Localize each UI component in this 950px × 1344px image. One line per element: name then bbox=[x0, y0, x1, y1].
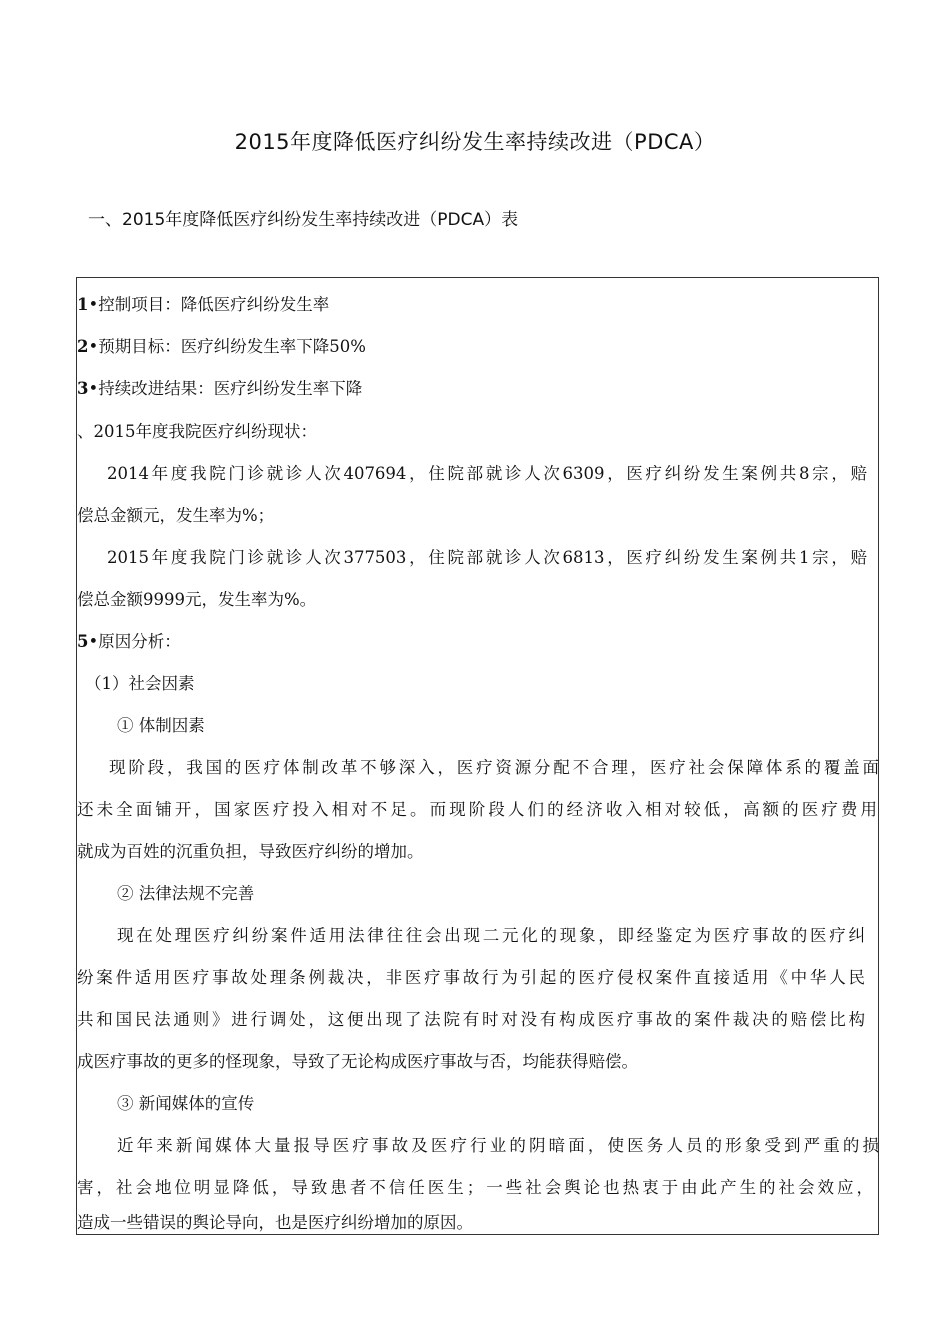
pdca-table bbox=[76, 277, 879, 1235]
media-factors-line2: 害，社会地位明显降低，导致患者不信任医生；一些社会舆论也热衷于由此产生的社会效应， bbox=[77, 1178, 873, 1197]
legal-factors-line4: 成医疗事故的更多的怪现象，导致了无论构成医疗事故与否，均能获得赔偿。 bbox=[77, 1052, 638, 1071]
bullet: • bbox=[88, 632, 99, 651]
media-factors-line3: 造成一些错误的舆论导向，也是医疗纠纷增加的原因。 bbox=[77, 1213, 473, 1232]
system-factors-line3: 就成为百姓的沉重负担，导致医疗纠纷的增加。 bbox=[77, 842, 424, 861]
item-number: 5 bbox=[77, 632, 89, 651]
status-heading: 、2015年度我院医疗纠纷现状： bbox=[77, 422, 317, 441]
item-control-project bbox=[77, 293, 329, 317]
media-factors-heading: ③ 新闻媒体的宣传 bbox=[117, 1094, 255, 1113]
legal-factors-heading: ② 法律法规不完善 bbox=[117, 884, 255, 903]
item-improvement-result bbox=[77, 377, 362, 401]
system-factors-line1: 现阶段，我国的医疗体制改革不够深入，医疗资源分配不合理，医疗社会保障体系的覆盖面 bbox=[109, 758, 879, 777]
status-2014-line2: 偿总金额元，发生率为%； bbox=[77, 506, 275, 525]
item-text: 预期目标：医疗纠纷发生率下降50% bbox=[98, 337, 366, 356]
cause-analysis-heading bbox=[77, 630, 181, 654]
bullet: • bbox=[88, 337, 99, 356]
item-number: 3 bbox=[77, 379, 89, 398]
status-2014-line1: 2014年度我院门诊就诊人次407694，住院部就诊人次6309，医疗纠纷发生案例共8宗，赔 bbox=[107, 464, 867, 483]
bullet: • bbox=[88, 295, 99, 314]
legal-factors-line2: 纷案件适用医疗事故处理条例裁决，非医疗事故行为引起的医疗侵权案件直接适用《中华人民 bbox=[77, 968, 865, 987]
item-text: 原因分析： bbox=[98, 632, 181, 651]
item-number: 1 bbox=[77, 295, 89, 314]
item-text: 控制项目：降低医疗纠纷发生率 bbox=[98, 295, 330, 314]
status-2015-line2: 偿总金额9999元，发生率为%。 bbox=[77, 590, 317, 609]
system-factors-heading: ① 体制因素 bbox=[117, 716, 205, 735]
legal-factors-line1: 现在处理医疗纠纷案件适用法律往往会出现二元化的现象，即经鉴定为医疗事故的医疗纠 bbox=[117, 926, 865, 945]
item-number: 2 bbox=[77, 337, 89, 356]
system-factors-line2: 还未全面铺开，国家医疗投入相对不足。而现阶段人们的经济收入相对较低，高额的医疗费用 bbox=[77, 800, 877, 819]
section-heading: 一、2015年度降低医疗纠纷发生率持续改进（PDCA）表 bbox=[88, 210, 519, 230]
legal-factors-line3: 共和国民法通则》进行调处，这便出现了法院有时对没有构成医疗事故的案件裁决的赔偿比构 bbox=[77, 1010, 865, 1029]
media-factors-line1: 近年来新闻媒体大量报导医疗事故及医疗行业的阴暗面，使医务人员的形象受到严重的损 bbox=[117, 1136, 879, 1155]
social-factors-heading: （1）社会因素 bbox=[85, 674, 195, 693]
bullet: • bbox=[88, 379, 99, 398]
item-expected-target bbox=[77, 335, 366, 359]
document-title: 2015年度降低医疗纠纷发生率持续改进（PDCA） bbox=[234, 130, 716, 154]
item-text: 持续改进结果：医疗纠纷发生率下降 bbox=[98, 379, 363, 398]
status-2015-line1: 2015年度我院门诊就诊人次377503，住院部就诊人次6813，医疗纠纷发生案例共1宗，赔 bbox=[107, 548, 867, 567]
